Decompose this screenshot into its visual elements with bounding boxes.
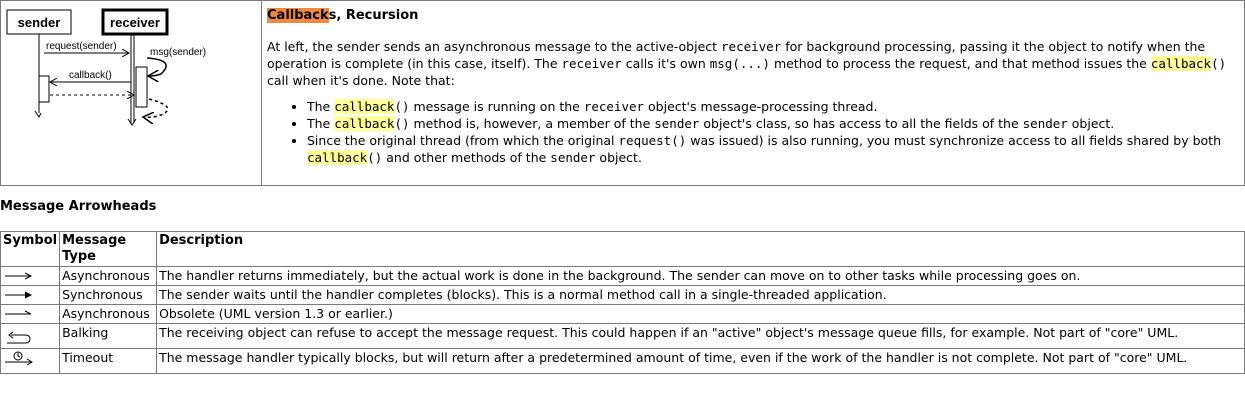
half-arrow-icon <box>3 306 35 322</box>
text-segment: The <box>307 116 335 131</box>
table-row <box>1 286 1245 305</box>
async-open-arrow-icon <box>3 268 35 284</box>
text-segment: message is running on the <box>409 99 584 114</box>
sender-lifeline-end <box>35 111 41 117</box>
symbol-cell <box>1 349 60 374</box>
sequence-diagram <box>1 1 262 185</box>
code-text: sender <box>550 150 596 165</box>
list-item <box>307 98 1234 115</box>
arrowheads-heading: Message Arrowheads <box>0 199 157 214</box>
message-type-cell: Synchronous <box>60 286 157 305</box>
callbacks-description <box>263 1 1244 185</box>
receiver-label: receiver <box>110 15 160 30</box>
callback-sequence-diagram <box>1 1 262 185</box>
code-text: () <box>394 116 410 131</box>
code-text: sender <box>654 116 700 131</box>
header-message-type: Message Type <box>60 232 157 267</box>
header-description: Description <box>157 232 1245 267</box>
text-segment: call when it's done. Note that: <box>267 73 455 88</box>
code-text: () <box>394 99 410 114</box>
message-type-cell: Timeout <box>60 349 157 374</box>
code-text: sender <box>1022 116 1068 131</box>
table-header-row <box>1 232 1245 267</box>
list-item <box>307 115 1234 132</box>
code-text: callback <box>1150 56 1212 71</box>
code-text: msg(...) <box>709 56 770 71</box>
table-row <box>1 305 1245 324</box>
timeout-clock-arrow-icon <box>3 350 35 372</box>
code-text: () <box>1211 56 1227 71</box>
msg-self-arrow <box>147 58 166 76</box>
sender-activation <box>39 76 49 102</box>
table-row <box>1 349 1245 374</box>
sender-label: sender <box>17 15 61 30</box>
message-type-cell: Asynchronous <box>60 267 157 286</box>
section-title <box>267 7 1234 24</box>
list-item <box>307 132 1234 166</box>
notes-list <box>267 98 1234 166</box>
message-type-cell: Asynchronous <box>60 305 157 324</box>
header-symbol: Symbol <box>1 232 60 267</box>
description-cell: The handler returns immediately, but the actual work is done in the background. The sender can move on to other tasks while processing goes on. <box>157 267 1245 286</box>
table-row <box>1 267 1245 286</box>
symbol-cell <box>1 267 60 286</box>
code-text: receiver <box>721 39 782 54</box>
text-segment: object's class, so has access to all the fields of the <box>699 116 1023 131</box>
text-segment: object. <box>1067 116 1115 131</box>
code-text: request() <box>618 133 687 148</box>
description-cell: The sender waits until the handler completes (blocks). This is a normal method call in a single-threaded application. <box>157 286 1245 305</box>
arrowheads-table <box>0 231 1245 374</box>
text-segment: Since the original thread (from which the original <box>307 133 619 148</box>
code-text: callback <box>307 150 368 165</box>
callback-label: callback() <box>69 70 112 81</box>
title-highlight: Callback <box>267 8 329 23</box>
text-segment: At left, the sender sends an asynchronous message to the active-object <box>267 39 722 54</box>
receiver-lifeline-end <box>128 119 136 125</box>
description-cell: The receiving object can refuse to accept the message request. This could happen if an "active" object's message queue fills, for example. Not part of "core" UML. <box>157 324 1245 349</box>
description-cell: The message handler typically blocks, but will return after a predetermined amount of time, even if the work of the handler is not complete. Not part of "core" UML. <box>157 349 1245 374</box>
text-segment: method to process the request, and that method issues the <box>769 56 1151 71</box>
symbol-cell <box>1 305 60 324</box>
text-segment: object's message-processing thread. <box>644 99 878 114</box>
text-segment: and other methods of the <box>382 150 551 165</box>
symbol-cell <box>1 286 60 305</box>
text-segment: calls it's own <box>621 56 710 71</box>
text-segment: for background processing, passing it the object to notify when the operation is complete (in this case, itself). The <box>267 39 1206 71</box>
symbol-cell <box>1 324 60 349</box>
code-text: callback <box>334 116 395 131</box>
balking-arrow-icon <box>3 325 35 347</box>
code-text: receiver <box>561 56 622 71</box>
text-segment: The <box>307 99 335 114</box>
code-text: receiver <box>583 99 645 114</box>
text-segment: was issued) is also running, you must synchronize access to all fields shared by both <box>686 133 1222 148</box>
callbacks-section <box>0 0 1245 186</box>
sync-filled-arrow-icon <box>3 287 35 303</box>
code-text: () <box>367 150 383 165</box>
description-cell: Obsolete (UML version 1.3 or earlier.) <box>157 305 1245 324</box>
text-segment: object. <box>595 150 642 165</box>
request-label: request(sender) <box>46 41 117 52</box>
code-text: callback <box>334 99 395 114</box>
table-row <box>1 324 1245 349</box>
text-segment: method is, however, a member of the <box>409 116 655 131</box>
title-rest: s, Recursion <box>328 8 419 23</box>
msg-label: msg(sender) <box>150 47 207 58</box>
receiver-activation <box>136 67 147 107</box>
message-type-cell: Balking <box>60 324 157 349</box>
intro-paragraph <box>267 38 1234 89</box>
